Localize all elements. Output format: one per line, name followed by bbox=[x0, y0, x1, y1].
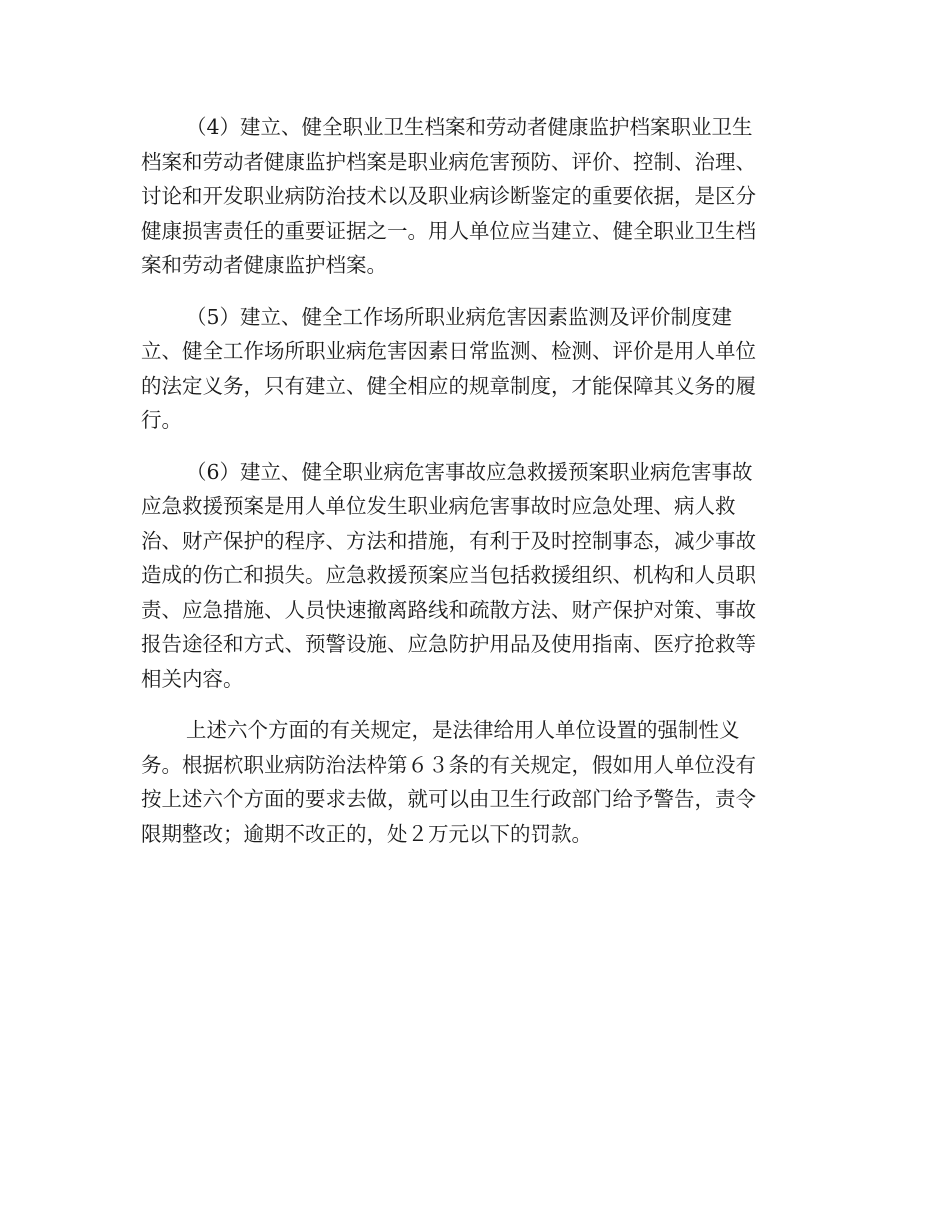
text-line: （4）建立、健全职业卫生档案和劳动者健康监护档案职业卫生 bbox=[186, 115, 753, 139]
text-line: 相关内容。 bbox=[141, 666, 244, 691]
paragraph-summary bbox=[141, 713, 801, 851]
paragraph-monitoring bbox=[141, 300, 801, 438]
text-line: 立、健全工作场所职业病危害因素日常监测、检测、评价是用人单位 bbox=[141, 339, 756, 363]
text-line: 讨论和开发职业病防治技术以及职业病诊断鉴定的重要依据，是区分 bbox=[141, 184, 756, 208]
document-body bbox=[141, 110, 801, 868]
paragraph-archives bbox=[141, 110, 801, 283]
text-line: 治、财产保护的程序、方法和措施，有利于及时控制事态，减少事故 bbox=[141, 528, 756, 553]
text-line: 健康损害责任的重要证据之一。用人单位应当建立、健全职业卫生档 bbox=[141, 218, 756, 243]
text-line: （5）建立、健全工作场所职业病危害因素监测及评价制度建 bbox=[186, 304, 733, 329]
text-line: （6）建立、健全职业病危害事故应急救援预案职业病危害事故 bbox=[186, 459, 753, 484]
text-line: 责、应急措施、人员快速撤离路线和疏散方法、财产保护对策、事故 bbox=[141, 597, 756, 622]
text-line: 的法定义务，只有建立、健全相应的规章制度，才能保障其义务的履 bbox=[141, 373, 756, 398]
text-line: 案和劳动者健康监护档案。 bbox=[141, 253, 387, 277]
paragraph-emergency-plan bbox=[141, 455, 801, 697]
text-line: 按上述六个方面的要求去做，就可以由卫生行政部门给予警告，责令 bbox=[141, 787, 756, 811]
text-line: 应急救援预案是用人单位发生职业病危害事故时应急处理、病人救 bbox=[141, 494, 736, 518]
text-line: 上述六个方面的有关规定，是法律给用人单位设置的强制性义 bbox=[186, 718, 740, 742]
text-line: 造成的伤亡和损失。应急救援预案应当包括救援组织、机构和人员职 bbox=[141, 563, 756, 587]
text-line: 档案和劳动者健康监护档案是职业病危害预防、评价、控制、治理、 bbox=[141, 149, 756, 174]
text-line: 报告途径和方式、预警设施、应急防护用品及使用指南、医疗抢救等 bbox=[141, 632, 756, 656]
text-line: 限期整改；逾期不改正的，处２万元以下的罚款。 bbox=[141, 821, 592, 846]
text-line: 务。根据柼职业病防治法枠第６３条的有关规定，假如用人单位没有 bbox=[141, 752, 756, 777]
text-line: 行。 bbox=[141, 408, 182, 432]
